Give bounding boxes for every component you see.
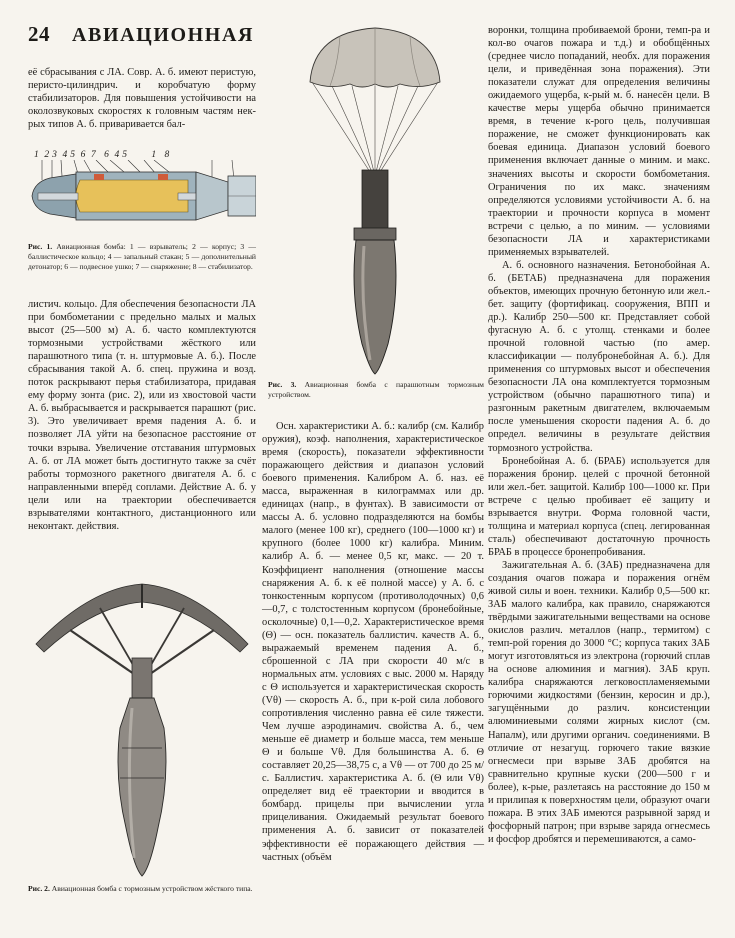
page-number: 24 xyxy=(28,22,50,46)
paragraph: воронки, толщина пробиваемой брони, темп-ра и кол-во очагов пожара и т.д.) и обобщённых (среднее число попаданий, необх. для поражения цели, и приведённая зона поражения). Эти показатели служат для определения величины ожидаемого ущерба, к-рый м. б. нанесён цели. В качестве меры ущерба обычно принимается время, в течение к-рого цель, получившая поражение, не сможет функционировать как боевая единица. Диапазон условий боевого применения включает данные о миним. и макс. значениях высоты и скорости бомбометания. Ограничения по их макс. значениям определяются условиями устойчивости А. б. на траектории и прочности корпуса в момент встречи с целью, а по миним. — условиями безопасности ЛА и характеристиками применяемых взрывателей. xyxy=(488,25,710,258)
running-title: АВИАЦИОННАЯ xyxy=(72,24,255,46)
figure-2-caption-label: Рис. 2. xyxy=(28,884,50,893)
page-header xyxy=(28,22,254,47)
paragraph: Бронебойная А. б. (БРАБ) используется для поражения бронир. целей с прочной бетонной или жел.-бет. защитой. Калибр 100—1000 кг. При встрече с целью пробивает её защиту и взрывается внутри. Форма головной части, толщина и материал корпуса (спец. легированная сталь) обеспечивают достаточную прочность БРАБ в процессе бронепробивания. xyxy=(488,455,710,558)
paragraph: Осн. характеристики А. б.: калибр (см. Калибр оружия), коэф. наполнения, характеристическое время (скорость), показатели эффективности поражающего действия и диапазон условий боевого применения. Калибром А. б. наз. её масса, выраженная в килограммах или др. единицах (напр., в фунтах). В зависимости от массы А. б. условно подразделяются на бомбы малого (менее 100 кг), среднего (100—1000 кг) и крупного (более 1000 кг) калибра. Миним. калибр А. б. — менее 0,5 кг, макс. — 20 т. Коэффициент наполнения (отношение массы снаряжения А. б. к её полной массе) у А. б. с тонкостенным корпусом (противолодочных) 0,6—0,7, с толстостенным корпусом (бронебойные, осколочные) 0,1—0,2. Характеристическое время (Θ) — осн. показатель баллистич. качеств А. б., выражаемый временем падения А. б., сброшенной с ЛА при скорости 40 м/с в нормальных атм. условиях с выс. 2000 м. Наряду с Θ используется и характеристическая скорость (Vθ) — скорость А. б., при к-рой сила лобового сопротивления численно равна её силе тяжести. Чем лучше аэродинамич. свойства А. б., чем меньше её диаметр и больше масса, тем меньше Θ и больше Vθ. Для большинства А. б. Θ составляет 20,25—38,75 с, а Vθ — от 700 до 25 м/с. Баллистич. характеристика А. б. (Θ или Vθ) определяет вид её траектории и вводится в бомбард. прицелы при вычислении угла прицеливания. Ожидаемый результат боевого применения А. б. зависит от показателей эффективности её поражающего действия — частных (объём xyxy=(262,421,484,863)
bomb-rigid-brake-illustration xyxy=(30,578,254,880)
figure-3-parachute-bomb xyxy=(300,24,450,376)
figure-1-caption-label: Рис. 1. xyxy=(28,242,53,251)
bomb-cutaway-illustration xyxy=(28,160,256,228)
figure-1-caption xyxy=(28,242,256,272)
column-1-middle xyxy=(28,298,256,533)
paragraph: Зажигательная А. б. (ЗАБ) предназначена для создания очагов пожара и поражения огнём живой силы и воен. техники. Калибр 0,5—500 кг. ЗАБ малого калибра, как правило, снаряжаются твёрдыми зажигательными веществами на основе окислов различ. металлов (напр., термитом) с темп-рой горения до 3000 °С; корпуса таких ЗАБ могут изготовляться из электрона (горючий сплав на основе алюминия и магния). ЗАБ круп. калибра снаряжаются легковоспламеняемыми горючими жидкостями (бензин, керосин и др.), загущёнными до различ. консистенции алюминиевыми солями жирных кислот (см. Напалм), или другими органич. соединениями. В отличие от незагущ. горючего такие вязкие огнесмеси при взрыве ЗАБ дробятся на сравнительно крупные куски (200—500 г и более), к-рые, разлетаясь на расстояние до 150 м и прилипая к поверхностям цели, образуют очаги пожара. В этих ЗАБ имеются разрывной заряд и фосфорный патрон; при взрыве заряда огнесмесь и фосфор дробятся и перемешиваются, а само- xyxy=(488,559,710,845)
paragraph: её сбрасывания с ЛА. Совр. А. б. имеют перистую, перисто-цилиндрич. и коробчатую форму стабилизаторов. Для повышения устойчивости на околозвуковых скоростях к головным частям нек-рых типов А. б. приваривается бал- xyxy=(28,67,256,131)
figure-1-numbers: 1 2 3 4 5 6 7 6 4 5 1 8 xyxy=(34,150,170,160)
column-3 xyxy=(488,24,710,846)
figure-2-caption xyxy=(28,884,256,894)
paragraph: А. б. основного назначения. Бетонобойная А. б. (БЕТАБ) предназначена для поражения объектов, имеющих прочную бетонную или жел.-бет. защиту (фортификац. сооружения, ВПП и др.). Калибр 250—500 кг. Представляет собой фугасную А. б. с утолщ. стенками и более прочной головной частью (по амер. классификации — полубронебойная А. б.). Для применения со штурмовых высот и обеспечения безопасности ЛА она комплектуется тормозным устройством (обычно парашютного типа) и разгонным ракетным двигателем, включаемым после уменьшения скорости падения А. б. до определ. величины в результате действия тормозного устройства. xyxy=(488,259,710,454)
figure-3-caption-text: Авиационная бомба с парашютным тормозным устройством. xyxy=(268,380,484,399)
figure-1-bomb-cutaway xyxy=(28,150,256,228)
figure-2-umbrella-bomb xyxy=(30,578,254,880)
figure-3-caption-label: Рис. 3. xyxy=(268,380,297,389)
figure-1-caption-text: Авиационная бомба: 1 — взрыватель; 2 — корпус; 3 — баллистическое кольцо; 4 — запальный стакан; 5 — дополнительный детонатор; 6 — подвесное ушко; 7 — снаряжение; 8 — стабилизатор. xyxy=(28,242,256,271)
column-2 xyxy=(262,420,484,864)
figure-3-caption xyxy=(268,380,484,400)
figure-2-caption-text: Авиационная бомба с тормозным устройством жёсткого типа. xyxy=(49,884,253,893)
column-1-top xyxy=(28,66,256,131)
paragraph: листич. кольцо. Для обеспечения безопасности ЛА при бомбометании с предельно малых и малых высот (25—500 м) А. б. часто комплектуются тормозными устройствами жёсткого или парашютного типа (т. н. штурмовые А. б.). После сбрасывания такой А. б. спец. пружина и возд. поток раскрывают перья стабилизатора, придавая ему форму зонта (рис. 2), или из хвостовой части А. б. выбрасывается и раскрывается парашют (рис. 3). Это увеличивает время падения А. б. и позволяет ЛА уйти на безопасное расстояние от точки взрыва. Увеличение отставания штурмовых А. б. от ЛА может быть достигнуто также за счёт работы тормозного ракетного двигателя А. б. с направленными вперёд соплами. Действие А. б. у цели или на траектории обеспечивается взрывателями контактного, дистанционного или неконтакт. действия. xyxy=(28,299,256,532)
bomb-parachute-illustration xyxy=(300,24,450,376)
